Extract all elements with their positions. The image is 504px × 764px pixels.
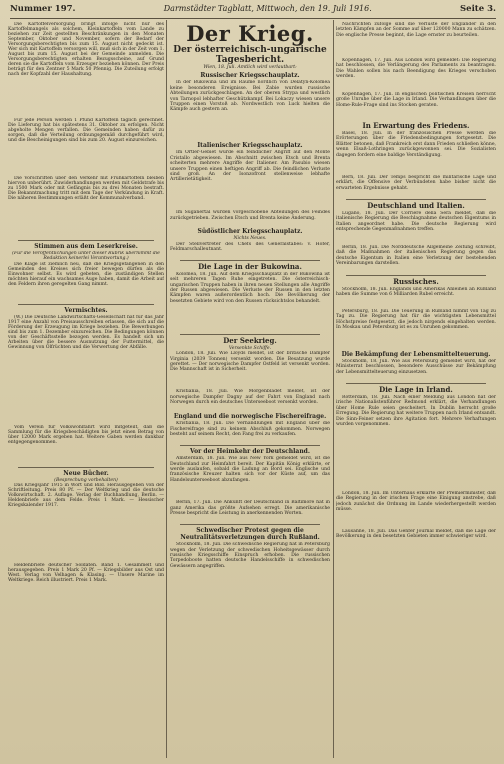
issue-number: Nummer 197. [10, 4, 76, 14]
divider [18, 467, 154, 468]
section-heading-russisches: Russisches. [393, 277, 439, 286]
article-paragraph: Rotterdam, 18. Juli. Nach einer Meldung aus London hat der irische Nationalistenführer Redmond erklärt, die Verhandlungen über Home Rule seien gescheitert. In Dublin herrscht große Erregung. Die Regierung hat weitere Truppen nach Irland entsandt. Die Sinn-Feiner setzen ihre Agitation fort. Mehrere Verhaftungen wurden vorgenommen. [336, 395, 496, 428]
section-heading-italien: Deutschland und Italien. [367, 201, 465, 210]
article-paragraph: Heldenbriefe deutscher Soldaten. Band 1. Gesammelt und herausgegeben. Preis 1 Mark 20 Pf. — Kriegsbilder aus Ost und West. Verlag von Velhagen & Klasing. — Unsere Marine im Weltkriege. Reich illustriert. Preis 1 Mark. [8, 563, 164, 584]
section-heading-frieden: In Erwartung des Friedens. [362, 121, 470, 130]
article-paragraph: Berlin, 17. Juli. Die Ankunft der Deutschland in Baltimore hat in ganz Amerika das größte Aufsehen erregt. Die amerikanische Presse bespricht die Leistung in anerkennenden Worten. [170, 500, 330, 517]
article-paragraph: Der Stellvertreter des Chefs des Generalstabes: v. Höfer, Feldmarschalleutnant. [170, 241, 330, 253]
column-left [8, 22, 164, 756]
article-paragraph: London, 18. Juli. Im Unterhaus erklärte der Premierminister, daß die Regierung in der irischen Frage eine Einigung anstrebe, daß jedoch zunächst die Ordnung im Lande wiederhergestellt werden müsse. [336, 491, 496, 513]
article-paragraph: Kopenhagen, 17. Juli. Aus London wird gemeldet: Die Regierung hat beschlossen, die Verlängerung des Parlaments zu beantragen. Die Wahlen sollen bis nach Beendigung des Krieges verschoben werden. [336, 58, 496, 80]
section-heading-italienischer: Italienischer Kriegsschauplatz. [197, 142, 303, 150]
page-header [10, 4, 496, 19]
article-paragraph: Für jede Person werden 1 Pfund Kartoffeln täglich gerechnet. Die Lieferung hat bis spätestens 31. Oktober zu erfolgen. Nicht abgeholte Mengen verfallen. Die Gemeinden haben dafür zu sorgen, daß die Verteilung ordnungsgemäß durchgeführt wird, und die Bescheinigungen sind bis zum 20. August einzureichen. [8, 118, 164, 143]
article-paragraph: London, 18. Juli. Wie Lloyds meldet, ist der britische Dampfer Virginia (2039 Tonnen) versenkt worden. Die Besatzung wurde gerettet. — Der norwegische Dampfer Ostfeld ist versenkt worden. Die Mannschaft ist in Sicherheit. [170, 351, 330, 373]
article-paragraph: (W.) Die Deutsche Landwirtschafts-Gesellschaft hat für das Jahr 1917 eine Anzahl von Preisausschreiben erlassen, die sich auf die Förderung der Erzeugung im Kriege beziehen. Die Bewerbungen sind bis zum 1. Dezember einzureichen. Die Bedingungen können von der Geschäftsstelle bezogen werden. Es handelt sich um Arbeiten über die bessere Ausnutzung der Futtermittel, die Gewinnung von Ölfrüchten und die Verwertung der Abfälle. [8, 315, 164, 350]
column-middle [170, 22, 330, 756]
article-paragraph: Vom Verein für Volkswohlfahrt wird mitgeteilt, daß die Sammlung für die Kriegsbeschädigten bis jetzt einen Betrag von über 12000 Mark ergeben hat. Weitere Gaben werden dankbar entgegengenommen. [8, 425, 164, 445]
article-paragraph: Die Klage ist ziemlich neu, daß die Kriegsgefangenen in den Gemeinden des Kreises sich freier bewegen dürfen als die Einwohner selbst. Es wird gebeten, die zuständigen Stellen möchten hierauf ein wachsames Auge haben, damit die Arbeit auf den Feldern ihren geregelten Gang nimmt. [8, 262, 164, 287]
section-heading-buecher: Neue Bücher. [63, 470, 109, 477]
section-heading-seekrieg: Der Seekrieg. [223, 335, 277, 345]
article-paragraph: Das Kriegsjahr 1915 in Wort und Bild. Herausgegeben von der Schriftleitung. Preis 80 Pf. — Der Weltkrieg und die deutsche Volkswirtschaft. 2. Auflage. Verlag der Buchhandlung, Berlin. — Heldenbriefe aus dem Felde. Preis 1 Mark. — Hessischer Kriegskalender 1917. [8, 483, 164, 509]
section-note: Nichts Neues. [233, 236, 267, 242]
article-paragraph: Bern, 18. Juli. Der Temps bespricht die militärische Lage und erklärt, die Offensive der Verbündeten habe bisher nicht die erwarteten Ergebnisse gehabt. [336, 175, 496, 191]
section-heading-deutschland: Vor der Heimkehr der Deutschland. [190, 448, 310, 456]
section-heading-fischerei: England und die norwegische Fischereifrage. [173, 413, 327, 421]
article-paragraph: In der Bukowina und im Raume nördlich von Delatyn-Kolomea keine besonderen Ereignisse. Bei Zabie wurden russische Abteilungen zurückgeschlagen. An der oberen Strypa und westlich von Tarnopol lebhafter Geschützkampf. Bei Lokaczy wiesen unsere Truppen einen Vorstoß ab. Nordwestlich von Luck hielten die Kämpfe auch gestern an. [170, 80, 330, 113]
section-heading-vermischtes: Vermischtes. [64, 307, 108, 314]
main-title: Der Krieg. [186, 22, 314, 46]
column-rule-1 [166, 20, 167, 758]
divider [346, 383, 486, 384]
masthead-line: Darmstädter Tagblatt, Mittwoch, den 19. Juli 1916. [163, 4, 372, 13]
section-heading-russischer: Russischer Kriegsschauplatz. [200, 72, 300, 80]
article-paragraph: Nachrichten zufolge sind die Verluste der Engländer in den letzten Kämpfen an der Somme auf über 120000 Mann zu schätzen. Die englische Presse beginnt, die Lage ernster zu beurteilen. [336, 22, 496, 38]
article-paragraph: Kristiania, 18. Juli. Die Verhandlungen mit England über die Fischereifrage sind zu keinem Abschluß gekommen. Norwegen besteht auf seinem Recht, den Fang frei zu verkaufen. [170, 421, 330, 438]
article-paragraph: Stockholm, 18. Juli. Wie aus Petersburg gemeldet wird, hat der Ministerrat beschlossen, besondere Ausschüsse zur Bekämpfung der Lebensmittelteuerung einzusetzen. [336, 359, 496, 375]
section-note: (Für die Veröffentlichungen unter dieser Rubrik übernimmt die Redaktion keinerlei Verantwortung.) [12, 251, 160, 262]
column-rule-2 [333, 20, 334, 758]
article-paragraph: Im Ortler-Gebiet wurde ein feindlicher Angriff auf den Monte Cristallo abgewiesen. Im Abschnitt zwischen Etsch und Brenta scheiterten mehrere Angriffe der Italiener. Am Pasubio wiesen unsere Truppen einen heftigen Angriff ab. Die feindlichen Verluste sind groß. An der Isonzofront stellenweise lebhafte Artillerietätigkeit. [170, 150, 330, 183]
divider [18, 304, 154, 305]
divider [180, 445, 320, 446]
article-paragraph: Kopenhagen, 17. Juli. In englischen politischen Kreisen herrscht große Unruhe über die Lage in Irland. Die Verhandlungen über die Home-Rule-Frage sind ins Stocken geraten. [336, 92, 496, 108]
divider [346, 199, 486, 200]
main-subtitle: Der österreichisch-ungarische Tagesbericht. [173, 45, 327, 65]
page-number: Seite 3. [460, 4, 496, 14]
article-paragraph: Petersburg, 18. Juli. Die Teuerung in Rußland nimmt von Tag zu Tag zu. Die Regierung hat für die wichtigsten Lebensmittel Höchstpreise festgesetzt, die jedoch nirgends eingehalten werden. In Moskau und Petersburg ist es zu Unruhen gekommen. [336, 309, 496, 331]
article-paragraph: Die Kartoffelversorgung bringt infolge nicht nur des Kartoffelmangels als solchem, Kleinkartoffeln vom Lande zu beziehen zur Zeit gestellten Beschränkungen in den Monaten September, Oktober und November, sofern der Bedarf der Versorgungsberechtigten bis zum 15. August nicht gedeckt ist. Wer sich mit Kartoffeln versorgen will, muß sich in der Zeit vom 1. August bis zum 15. August bei der Gemeinde anmelden. Die Versorgungsberechtigten erhalten Bezugsscheine, auf Grund deren sie die Kartoffeln vom Erzeuger beziehen können. Der Preis beträgt für den Zentner 5 Mark 50 Pfennig. Die Zuteilung erfolgt nach der Kopfzahl der Haushaltung. [8, 22, 164, 77]
section-note: (Besprechung vorbehalten) [54, 478, 118, 483]
article-paragraph: Kolomea, 18. Juli. Auf dem Kriegsschauplatz in der Bukowina ist seit mehreren Tagen Ruhe eingetreten. Die österreichisch-ungarischen Truppen haben in ihren neuen Stellungen alle Angriffe der Russen abgewiesen. Die Verluste der Russen in den letzten Kämpfen waren außerordentlich hoch. Die Bevölkerung der besetzten Gebiete wird von den Russen rücksichtslos behandelt. [170, 271, 330, 304]
section-heading-suedoestlicher: Südöstlicher Kriegsschauplatz. [197, 228, 303, 236]
divider [18, 240, 154, 241]
article-paragraph: Berlin, 18. Juli. Die Norddeutsche Allgemeine Zeitung schreibt, daß die Maßnahmen der italienischen Regierung gegen das deutsche Eigentum in Italien eine Verletzung der bestehenden Vereinbarungen darstellen. [336, 245, 496, 267]
article-paragraph: Stockholm, 18. Juli. Englands und Amerikas Anleihen an Rußland haben die Summe von 6 Milliarden Rubel erreicht. [336, 287, 496, 298]
section-heading-stimmen: Stimmen aus dem Leserkreise. [34, 243, 138, 250]
divider [346, 275, 486, 276]
divider [180, 524, 320, 525]
article-paragraph: Stockholm, 18. Juli. Die schwedische Regierung hat in Petersburg wegen der Verletzung der schwedischen Hoheitsgewässer durch russische Kriegsschiffe Einspruch erhoben. Die russischen Torpedoboote hatten deutsche Handelsschiffe in schwedischen Gewässern angegriffen. [170, 542, 330, 569]
section-heading-teuerung: Die Bekämpfung der Lebensmittelteuerung. [341, 351, 491, 358]
article-paragraph: Lausanne, 18. Juli. Das Genfer Journal meldet, daß die Lage der Bevölkerung in den besetzten Gebieten immer schwieriger wird. [336, 529, 496, 540]
section-heading-irland: Die Lage in Irland. [379, 385, 453, 394]
article-paragraph: Lugano, 18. Juli. Der Corriere della Sera meldet, daß die italienische Regierung die Beschlagnahme deutschen Eigentums in Italien angeordnet habe. Die deutsche Regierung wird entsprechende Gegenmaßnahmen treffen. [336, 211, 496, 233]
column-right [336, 22, 496, 756]
dateline: Wien, 18. Juli. Amtlich wird verlautbart: [203, 65, 297, 70]
article-paragraph: Amsterdam, 18. Juli. Wie aus New York gemeldet wird, ist die Deutschland zur Heimfahrt bereit. Der Kapitän König erklärte, er werde auslaufen, sobald die Ladung an Bord sei. Englische und französische Kreuzer halten sich vor der Küste auf, um das Handelsunterseeboot abzufangen. [170, 456, 330, 483]
section-heading-bukowina: Die Lage in der Bukowina. [198, 261, 302, 271]
divider [180, 334, 320, 335]
article-paragraph: Im Suganertal wurden vorgeschobene Abteilungen des Feindes zurückgetrieben. Zwischen Etsch und Brenta keine Änderung. [170, 210, 330, 221]
section-note: Versenkte Schiffe. [228, 345, 272, 351]
article-paragraph: Kristiania, 18. Juli. Wie Morgenbladet meldet, ist der norwegische Dampfer Dagny auf der Fahrt von England nach Norwegen durch ein deutsches Unterseeboot versenkt worden. [170, 389, 330, 406]
divider [180, 260, 320, 261]
section-heading-protest: Schwedischer Protest gegen die Neutralitätsverletzungen durch Rußland. [180, 527, 320, 542]
article-paragraph: Die Vorschriften über den Verkehr mit Frühkartoffeln bleiben hiervon unberührt. Zuwiderhandlungen werden mit Geldstrafe bis zu 1500 Mark oder mit Gefängnis bis zu drei Monaten bestraft. Die Bekanntmachung tritt mit dem Tage der Verkündung in Kraft. Die näheren Bestimmungen erläßt der Kommunalverband. [8, 176, 164, 201]
article-paragraph: Basel, 18. Juli. In der französischen Presse werden die Erörterungen über die Friedensbedingungen fortgesetzt. Die Blätter betonen, daß Frankreich erst dann Frieden schließen könne, wenn Elsaß-Lothringen zurückgewonnen sei. Die Sozialisten dagegen fordern eine baldige Verständigung. [336, 131, 496, 158]
